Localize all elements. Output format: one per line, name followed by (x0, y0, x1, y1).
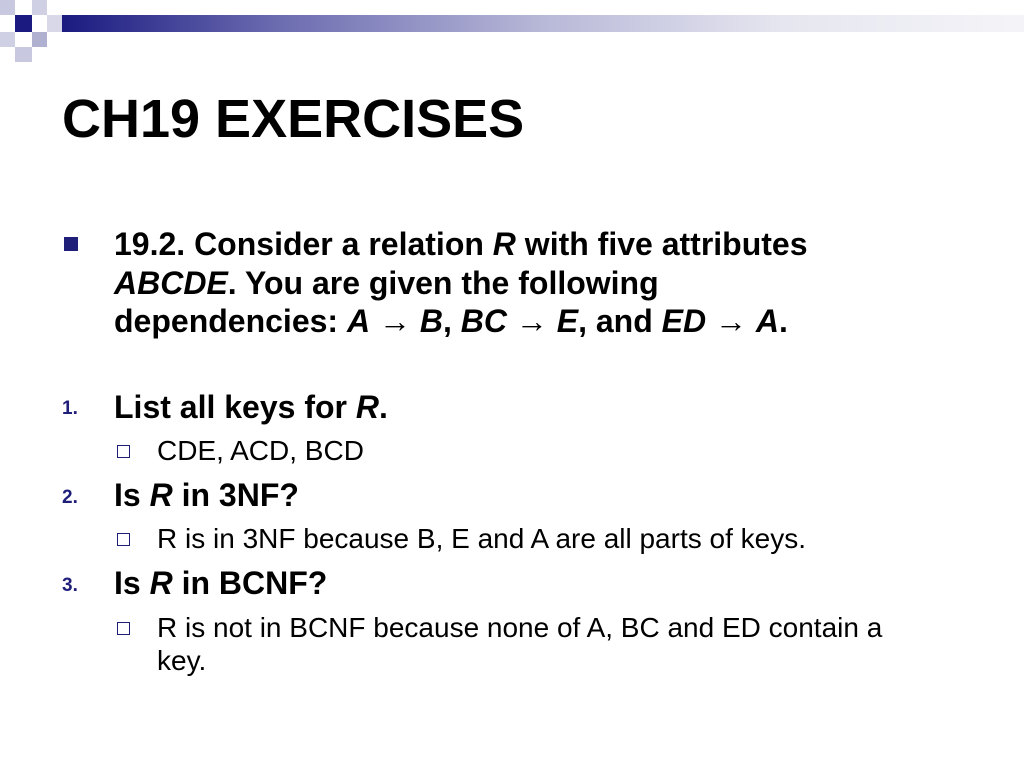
header-gradient-bar (62, 15, 1024, 32)
question-number: 3. (62, 575, 78, 596)
question-text: List all keys for R. (114, 389, 388, 425)
hollow-bullet-icon (117, 445, 130, 458)
bullet-square-icon (64, 237, 78, 251)
hollow-bullet-icon (117, 533, 130, 546)
answer-text: CDE, ACD, BCD (157, 435, 364, 466)
question-text: Is R in 3NF? (114, 477, 299, 513)
hollow-bullet-icon (117, 622, 130, 635)
decor-square (15, 15, 32, 32)
question-number: 2. (62, 487, 78, 508)
exercise-statement: 19.2. Consider a relation R with five attributes ABCDE. You are given the following dependencies: A → B, BC → E, and ED → A. (114, 226, 808, 339)
decor-square (32, 0, 47, 15)
question-number: 1. (62, 398, 78, 419)
decor-square (0, 0, 15, 15)
question-text: Is R in BCNF? (114, 565, 328, 601)
slide-title: CH19 EXERCISES (62, 89, 525, 149)
decor-square (32, 32, 47, 47)
decor-square (0, 32, 15, 47)
answer-text: R is not in BCNF because none of A, BC and ED contain a key. (157, 612, 883, 676)
answer-text: R is in 3NF because B, E and A are all parts of keys. (157, 523, 806, 554)
decor-square (47, 15, 62, 32)
decor-square (15, 47, 32, 62)
